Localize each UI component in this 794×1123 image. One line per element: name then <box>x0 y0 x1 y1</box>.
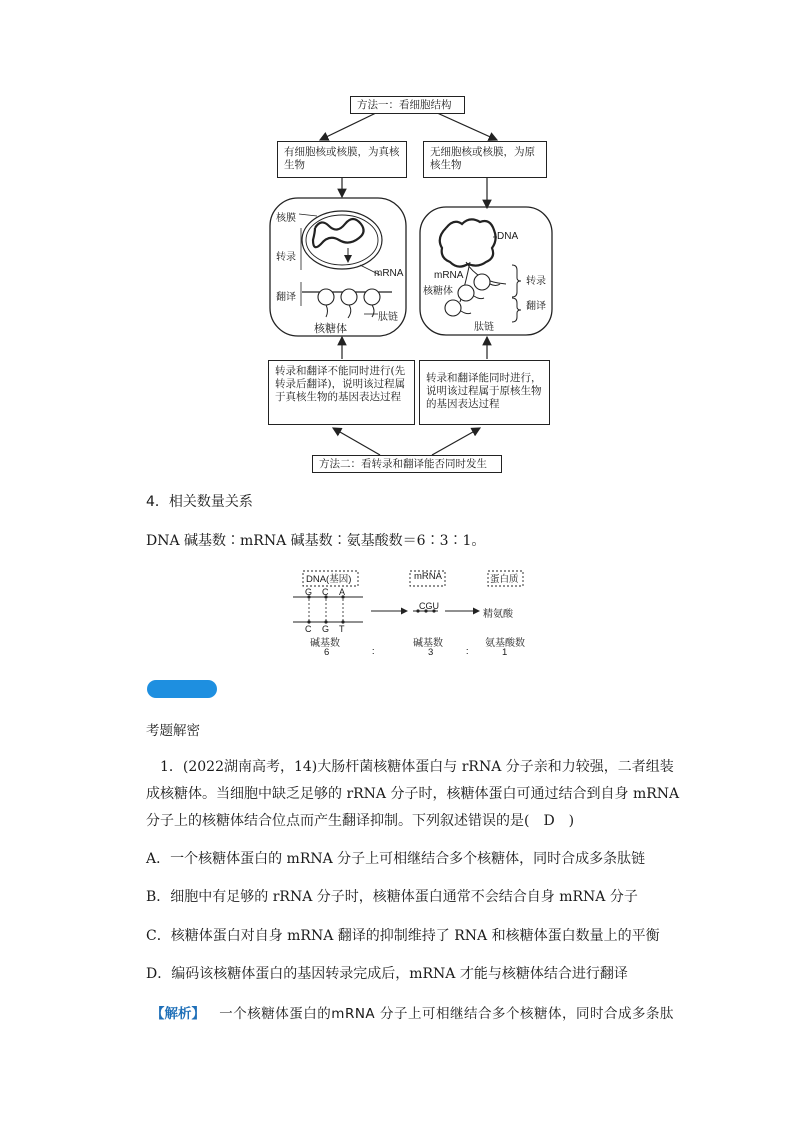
method2-label: 方法二：看转录和翻译能否同时发生 <box>319 458 487 470</box>
dna-bases-caption: 碱基数 <box>310 638 340 649</box>
method1-label: 方法一：看细胞结构 <box>357 99 452 111</box>
prok-ribosome-label: 核糖体 <box>423 286 453 297</box>
prokaryote-note-box <box>419 360 550 425</box>
analysis-text: 一个核糖体蛋白的mRNA 分子上可相继结合多个核糖体，同时合成多条肽 <box>219 1006 674 1022</box>
euk-nuclear-membrane-label: 核膜 <box>276 213 296 224</box>
option-a: A．一个核糖体蛋白的 mRNA 分子上可相继结合多个核糖体，同时合成多条肽链 <box>146 851 646 867</box>
mrna-box-label: mRNA <box>414 571 442 582</box>
eukaryote-note-text: 转录和翻译不能同时进行(先转录后翻译)，说明该过程属于真核生物的基因表达过程 <box>275 365 406 403</box>
euk-translation-label: 翻译 <box>276 292 296 303</box>
mrna-codon: CGU <box>419 601 439 611</box>
ratio-colon-2: ∶ <box>466 647 469 658</box>
amino-acid-label: 精氨酸 <box>483 609 513 620</box>
mrna-bases-caption: 碱基数 <box>413 638 443 649</box>
method2-box <box>312 455 502 473</box>
arrow-m2-prok <box>432 428 480 455</box>
eukaryote-box-text: 有细胞核或核膜，为真核生物 <box>284 146 400 171</box>
prok-translation-label: 翻译 <box>526 301 546 312</box>
arrow-m1-euk <box>320 112 378 140</box>
euk-transcription-label: 转录 <box>276 252 296 263</box>
dna-bottom-base-3: T <box>339 624 345 634</box>
section4-heading: 4．相关数量关系 <box>146 494 253 510</box>
dna-top-base-1: G <box>305 587 313 597</box>
amino-count: 1 <box>502 647 508 658</box>
section-title: 考题解密 <box>146 723 200 739</box>
arrow-m2-euk <box>333 428 380 455</box>
euk-mrna-label: mRNA <box>374 268 404 279</box>
dna-top-base-2: C <box>322 587 329 597</box>
prokaryote-box <box>423 141 547 178</box>
prok-peptide-label: 肽链 <box>474 322 494 333</box>
arrow-m1-prok <box>435 112 497 140</box>
dna-count: 6 <box>324 647 330 658</box>
question-stem: 1．(2022湖南高考，14)大肠杆菌核糖体蛋白与 rRNA 分子亲和力较强，二者组装成核糖体。当细胞中缺乏足够的 rRNA 分子时，核糖体蛋白可通过结合到自身 mRNA 分子上的核糖体结合位点而产生翻译抑制。下列叙述错误的是( D ) <box>146 759 680 829</box>
protein-box-label: 蛋白质 <box>490 574 519 585</box>
analysis-label: 【解析】 <box>151 1006 205 1022</box>
eukaryote-box <box>277 141 407 178</box>
prokaryote-box-text: 无细胞核或核膜，为原核生物 <box>430 146 535 171</box>
ratio-colon-1: ∶ <box>372 647 375 658</box>
prok-dna-label: DNA <box>497 231 519 242</box>
euk-ribosome-label: 核糖体 <box>314 322 347 335</box>
dna-bottom-base-2: G <box>322 624 330 634</box>
ratio-sentence: DNA 碱基数∶mRNA 碱基数∶氨基酸数＝6∶3∶1。 <box>146 533 486 549</box>
dna-gene-label: DNA(基因) <box>306 574 352 585</box>
section-tab-decoration <box>147 680 217 698</box>
eukaryote-note-box <box>268 360 415 425</box>
option-c: C．核糖体蛋白对自身 mRNA 翻译的抑制维持了 RNA 和核糖体蛋白数量上的平衡 <box>146 928 660 944</box>
prok-transcription-label: 转录 <box>526 276 546 287</box>
dna-top-base-3: A <box>339 587 346 597</box>
option-b: B．细胞中有足够的 rRNA 分子时，核糖体蛋白通常不会结合自身 mRNA 分子 <box>146 889 638 905</box>
analysis-line <box>151 1002 674 1022</box>
method1-box <box>350 96 465 114</box>
prok-mrna-label: mRNA <box>434 270 464 281</box>
prokaryote-note-text: 转录和翻译能同时进行，说明该过程属于原核生物的基因表达过程 <box>426 372 542 410</box>
mrna-count: 3 <box>428 647 434 658</box>
option-d: D．编码该核糖体蛋白的基因转录完成后，mRNA 才能与核糖体结合进行翻译 <box>146 966 628 982</box>
euk-peptide-label: 肽链 <box>378 312 398 323</box>
dna-bottom-base-1: C <box>305 624 312 634</box>
amino-count-caption: 氨基酸数 <box>485 638 525 649</box>
